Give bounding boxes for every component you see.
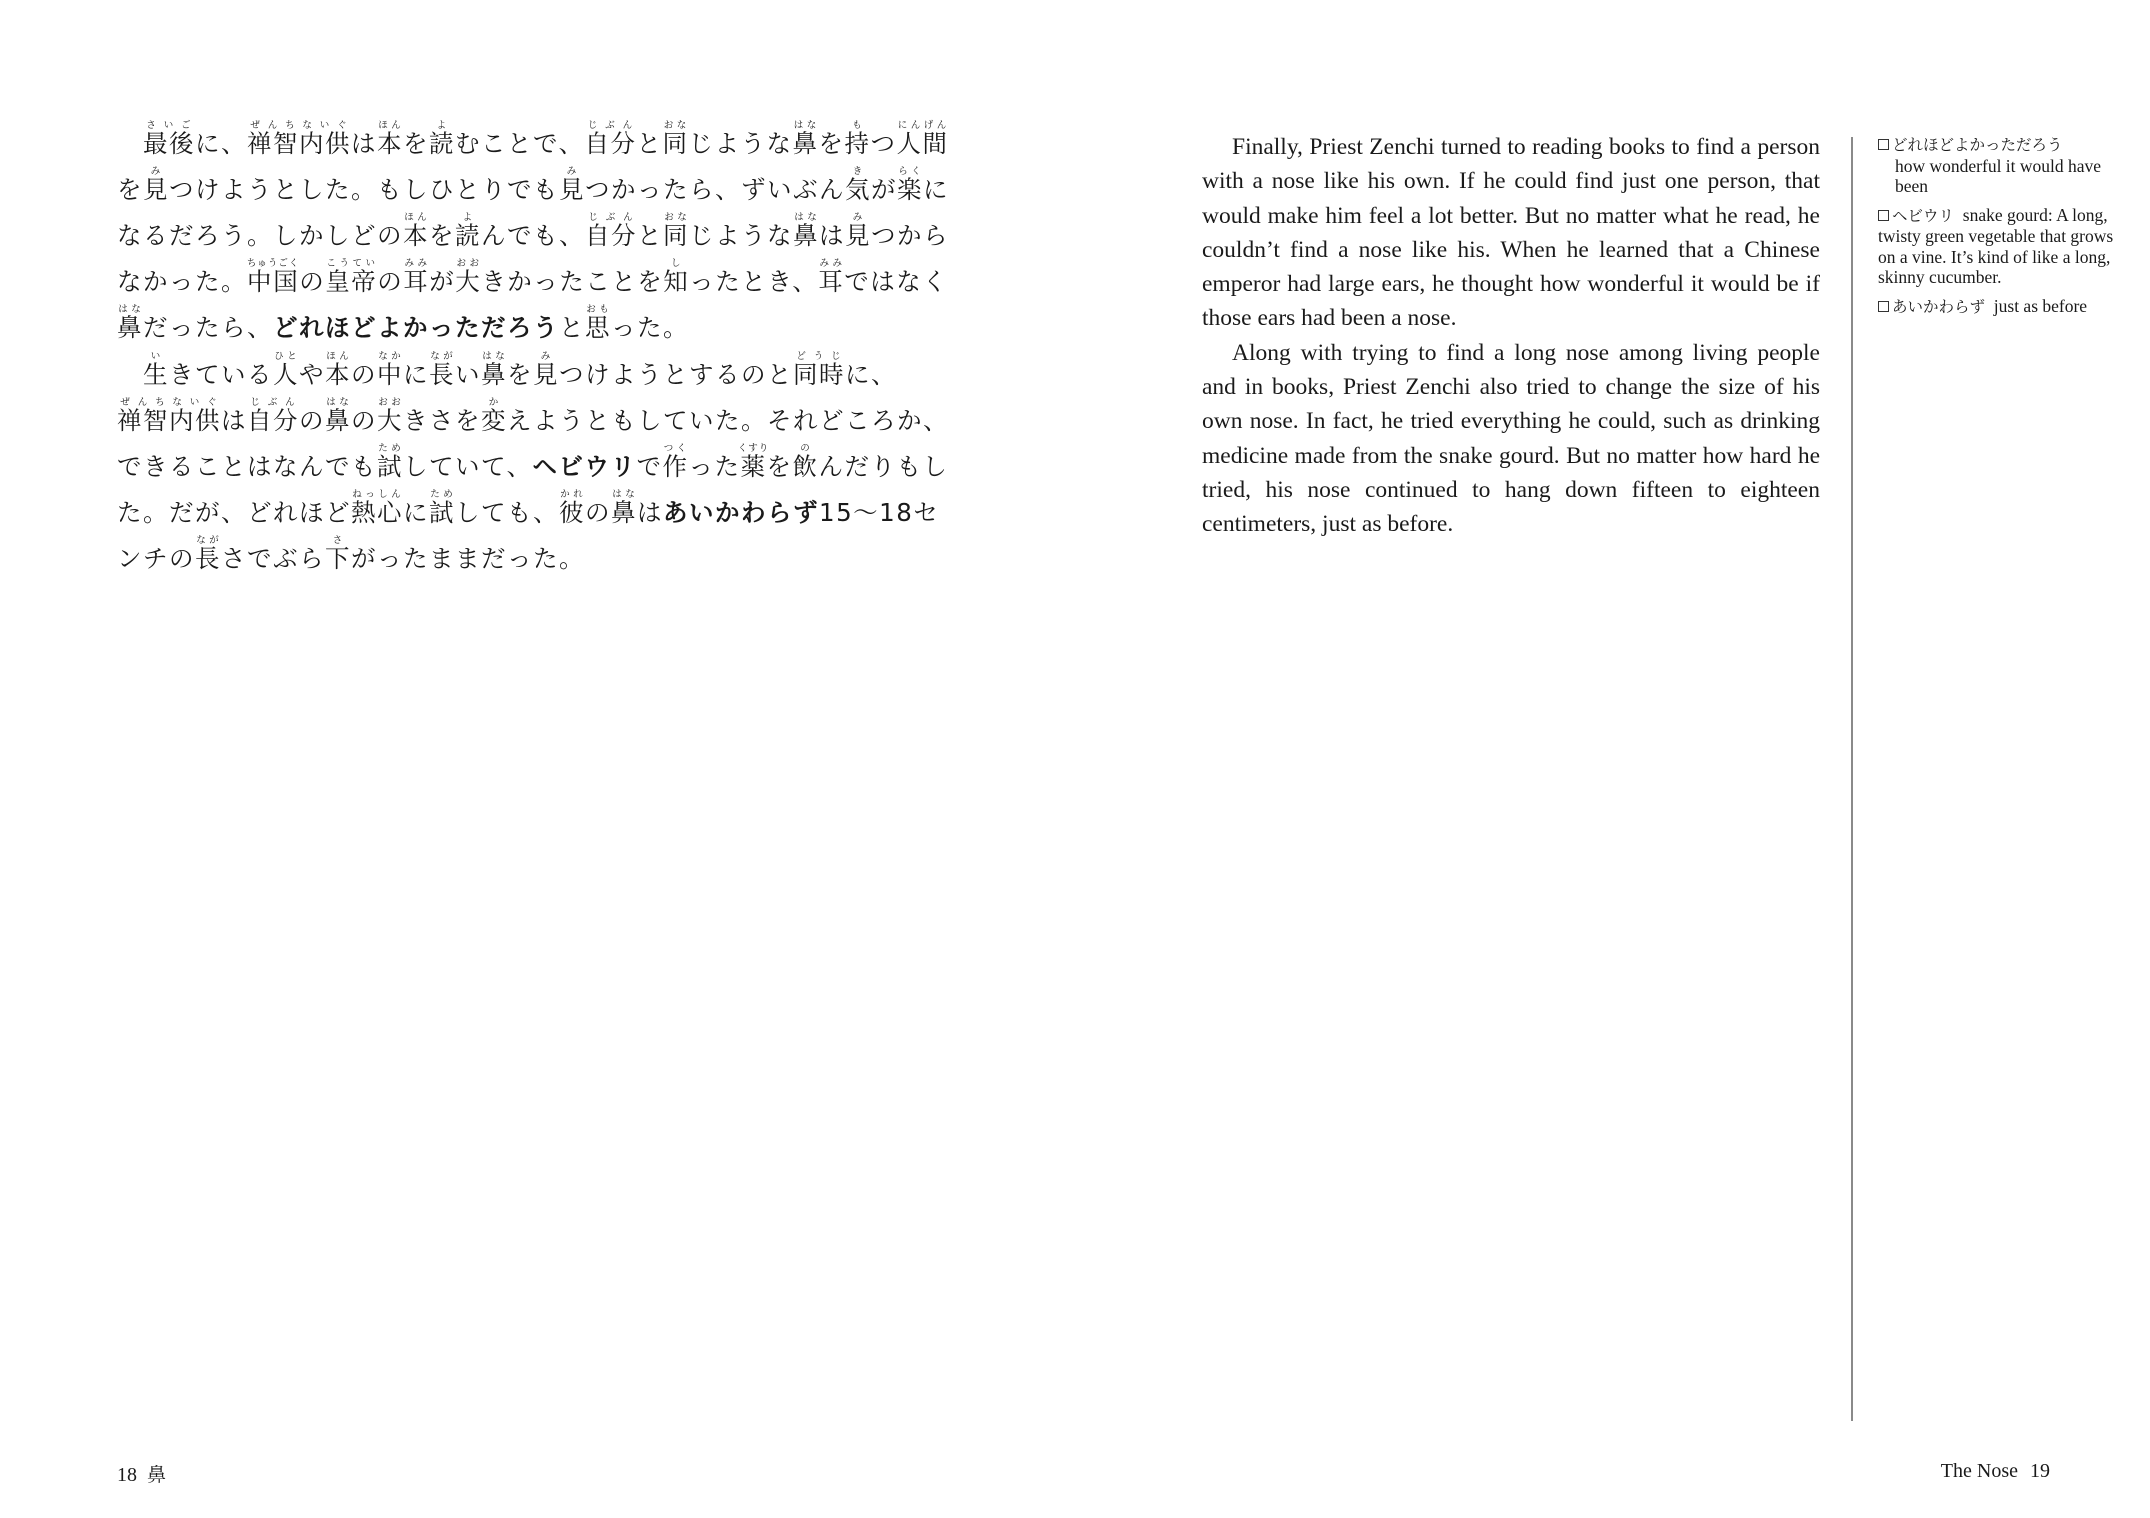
text-run: むことで、 xyxy=(455,129,585,158)
text-run: った。 xyxy=(611,313,689,342)
ruby-word xyxy=(584,120,637,158)
right-page-text xyxy=(1202,130,1820,542)
ruby-base: 耳 xyxy=(403,267,430,296)
jp-paragraph-1 xyxy=(117,120,962,351)
text-run: さでぶら xyxy=(221,544,325,573)
ruby-base: 試 xyxy=(377,452,403,481)
ruby-base: 熱心 xyxy=(351,498,403,527)
furigana: さ xyxy=(325,535,351,546)
ruby-base: 見 xyxy=(559,175,585,204)
ruby-base: 気 xyxy=(845,175,871,204)
glossary xyxy=(1878,134,2133,325)
text-run: んだりもした。だが、どれほど xyxy=(117,452,949,527)
furigana: さいご xyxy=(143,120,195,131)
ruby-base: 自分 xyxy=(584,129,637,158)
furigana: ぜんちないぐ xyxy=(247,120,351,131)
text-run: の xyxy=(299,267,326,296)
furigana: か xyxy=(481,397,507,408)
ruby-base: 楽 xyxy=(897,175,923,204)
text-run: を xyxy=(507,360,533,389)
ruby-base: 同 xyxy=(662,129,689,158)
ruby-base: 見 xyxy=(143,175,169,204)
text-run: しても、 xyxy=(455,498,559,527)
furigana: き xyxy=(845,166,871,177)
furigana: ほん xyxy=(325,351,351,362)
ruby-base: 持 xyxy=(844,129,871,158)
ruby-word xyxy=(403,258,430,296)
ruby-word xyxy=(325,351,351,389)
ruby-base: 知 xyxy=(663,267,690,296)
text-run: きさを xyxy=(403,406,481,435)
furigana: らく xyxy=(897,166,923,177)
checkbox-icon xyxy=(1878,301,1889,312)
text-run: つからなかった。 xyxy=(117,221,949,296)
ruby-base: 本 xyxy=(403,221,429,250)
text-run: と xyxy=(636,129,663,158)
text-run: の xyxy=(585,498,611,527)
furigana: おな xyxy=(663,212,689,223)
text-run: を xyxy=(766,452,793,481)
ruby-base: 長 xyxy=(195,544,221,573)
text-run: や xyxy=(299,360,325,389)
jp-paragraph-2 xyxy=(117,351,962,582)
furigana: どうじ xyxy=(793,351,845,362)
ruby-word xyxy=(377,351,403,389)
text-run: は xyxy=(221,406,247,435)
furigana: ねっしん xyxy=(351,489,403,500)
ruby-base: 生 xyxy=(143,360,169,389)
furigana: はな xyxy=(117,304,143,315)
furigana: じぶん xyxy=(584,120,637,131)
furigana: はな xyxy=(792,120,819,131)
ruby-word xyxy=(195,535,221,573)
ruby-base: 飲 xyxy=(792,452,819,481)
ruby-word xyxy=(429,120,455,158)
ruby-word xyxy=(117,304,143,342)
ruby-word xyxy=(533,351,559,389)
ruby-word xyxy=(377,443,403,481)
furigana: なか xyxy=(377,351,403,362)
ruby-base: 本 xyxy=(325,360,351,389)
text-run: つ xyxy=(870,129,897,158)
ruby-word xyxy=(663,212,689,250)
en-paragraph-1: Finally, Priest Zenchi turned to reading books to find a person with a nose like his own. If he could find just one person, that would make him feel a lot better. But no matter what he read, he couldn’t find a nose like his. When he learned that a Chinese emperor had large ears, he thought how wonderful it would be if those ears had been a nose. xyxy=(1202,134,1820,332)
text-run: じような xyxy=(688,129,793,158)
ruby-base: 人 xyxy=(273,360,299,389)
ruby-base: 鼻 xyxy=(793,221,819,250)
glossary-highlight: あいかわらず xyxy=(663,498,819,527)
ruby-word xyxy=(403,212,429,250)
ruby-base: 禅智内供 xyxy=(117,406,221,435)
ruby-word xyxy=(429,489,455,527)
ruby-word xyxy=(377,397,403,435)
ruby-base: 鼻 xyxy=(792,129,819,158)
furigana: み xyxy=(845,212,871,223)
ruby-word xyxy=(143,351,169,389)
furigana: よ xyxy=(455,212,481,223)
text-run: に、 xyxy=(845,360,897,389)
ruby-word xyxy=(273,351,299,389)
ruby-word xyxy=(737,443,770,481)
furigana: じぶん xyxy=(247,397,299,408)
en-paragraph-2: Along with trying to find a long nose among living people and in books, Priest Zenchi also tried to change the size of his own nose. In fact, he tried everything he could, such as drinking medicine made from the snake gourd. But no matter how hard he tried, his nose continued to hang down fifteen to eighteen centimeters, just as before. xyxy=(1202,339,1820,538)
ruby-word xyxy=(481,397,507,435)
ruby-word xyxy=(792,443,819,481)
ruby-base: 中国 xyxy=(246,267,300,296)
text-run: を xyxy=(403,129,429,158)
furigana: ひと xyxy=(273,351,299,362)
text-run: の xyxy=(351,360,377,389)
furigana: なが xyxy=(429,351,455,362)
text-run: んでも、 xyxy=(481,221,585,250)
furigana: つく xyxy=(662,443,689,454)
furigana: はな xyxy=(325,397,351,408)
ruby-word xyxy=(662,443,689,481)
furigana: み xyxy=(533,351,559,362)
ruby-word xyxy=(455,212,481,250)
ruby-word xyxy=(793,351,845,389)
furigana: い xyxy=(143,351,169,362)
glossary-definition: how wonderful it would have been xyxy=(1895,155,2102,196)
ruby-word xyxy=(351,489,403,527)
ruby-word xyxy=(663,258,690,296)
furigana: ちゅうごく xyxy=(246,258,300,269)
text-run: の xyxy=(351,406,377,435)
text-run: していて、 xyxy=(403,452,533,481)
furigana: も xyxy=(844,120,871,131)
ruby-base: 彼 xyxy=(559,498,585,527)
ruby-base: 鼻 xyxy=(481,360,507,389)
ruby-word xyxy=(247,397,299,435)
furigana: はな xyxy=(611,489,637,500)
text-run: きかったことを xyxy=(481,267,664,296)
ruby-word xyxy=(377,120,403,158)
ruby-base: 皇帝 xyxy=(325,267,378,296)
ruby-base: 同時 xyxy=(793,360,845,389)
ruby-base: 長 xyxy=(429,360,455,389)
running-title-right: The Nose xyxy=(1940,1460,2018,1482)
ruby-word xyxy=(611,489,637,527)
furigana: おな xyxy=(662,120,689,131)
text-run: に xyxy=(403,360,429,389)
furigana: おお xyxy=(455,258,482,269)
ruby-word xyxy=(325,535,351,573)
ruby-word xyxy=(325,258,378,296)
ruby-base: 自分 xyxy=(585,221,637,250)
furigana: なが xyxy=(195,535,221,546)
left-page-text xyxy=(117,120,962,582)
text-run: と xyxy=(637,221,663,250)
text-run: の xyxy=(377,267,404,296)
ruby-word xyxy=(897,166,923,204)
text-run: ではなく xyxy=(844,267,949,296)
ruby-base: 鼻 xyxy=(611,498,637,527)
footer-left xyxy=(117,1460,166,1487)
glossary-divider xyxy=(1851,137,1853,1421)
ruby-base: 耳 xyxy=(818,267,845,296)
text-run: で xyxy=(636,452,663,481)
page-number-left: 18 xyxy=(117,1464,137,1486)
ruby-word xyxy=(585,212,637,250)
ruby-base: 読 xyxy=(455,221,481,250)
text-run: ったとき、 xyxy=(689,267,819,296)
ruby-word xyxy=(662,120,689,158)
furigana: にんげん xyxy=(896,120,949,131)
ruby-base: 大 xyxy=(455,267,482,296)
furigana: ぜんちないぐ xyxy=(117,397,221,408)
ruby-word xyxy=(818,258,845,296)
text-run: じような xyxy=(689,221,793,250)
furigana: ほん xyxy=(403,212,429,223)
furigana: ため xyxy=(429,489,455,500)
ruby-word xyxy=(585,304,611,342)
ruby-base: 作 xyxy=(662,452,689,481)
glossary-definition: just as before xyxy=(1993,295,2088,316)
ruby-word xyxy=(117,397,221,435)
text-run: つかったら、ずいぶん xyxy=(585,175,845,204)
furigana: おも xyxy=(585,304,611,315)
ruby-word xyxy=(325,397,351,435)
furigana: こうてい xyxy=(325,258,378,269)
ruby-word xyxy=(896,120,949,158)
ruby-base: 思 xyxy=(585,313,611,342)
text-run: きている xyxy=(169,360,273,389)
text-run: は xyxy=(637,498,663,527)
ruby-base: 読 xyxy=(429,129,455,158)
ruby-base: 大 xyxy=(377,406,403,435)
ruby-base: 本 xyxy=(377,129,403,158)
furigana: ほん xyxy=(377,120,403,131)
ruby-base: 見 xyxy=(845,221,871,250)
glossary-highlight: どれほどよかっただろう xyxy=(273,313,559,342)
text-run: い xyxy=(455,360,481,389)
furigana: みみ xyxy=(818,258,845,269)
furigana: じぶん xyxy=(585,212,637,223)
text-run: と xyxy=(559,313,585,342)
ruby-word xyxy=(247,120,351,158)
furigana: の xyxy=(792,443,819,454)
glossary-definition: snake gourd: A long, twisty green vegetable that grows on a vine. It’s kind of like a long, skinny cucumber. xyxy=(1878,204,2114,287)
text-run: った xyxy=(688,452,741,481)
ruby-base: 下 xyxy=(325,544,351,573)
text-run: えようともしていた。それどころか、できることはなんでも xyxy=(117,406,949,481)
ruby-word xyxy=(143,120,195,158)
furigana: おお xyxy=(377,397,403,408)
ruby-base: 自分 xyxy=(247,406,299,435)
ruby-word xyxy=(246,258,300,296)
text-run: に、 xyxy=(195,129,247,158)
ruby-base: 中 xyxy=(377,360,403,389)
ruby-base: 鼻 xyxy=(117,313,143,342)
glossary-highlight: ヘビウリ xyxy=(532,452,637,481)
text-run: は xyxy=(819,221,845,250)
ruby-base: 同 xyxy=(663,221,689,250)
ruby-base: 試 xyxy=(429,498,455,527)
ruby-base: 人間 xyxy=(896,129,949,158)
ruby-word xyxy=(845,166,871,204)
ruby-base: 鼻 xyxy=(325,406,351,435)
glossary-entry xyxy=(1878,134,2133,197)
ruby-word xyxy=(793,212,819,250)
footer-right xyxy=(1941,1460,2050,1483)
glossary-term: あいかわらず xyxy=(1892,297,1986,316)
text-run: を xyxy=(818,129,845,158)
ruby-word xyxy=(845,212,871,250)
glossary-entry xyxy=(1878,296,2133,318)
checkbox-icon xyxy=(1878,210,1889,221)
ruby-word xyxy=(143,166,169,204)
text-run: が xyxy=(871,175,897,204)
text-run: を xyxy=(117,175,143,204)
glossary-term: どれほどよかっただろう xyxy=(1892,136,2063,154)
ruby-word xyxy=(455,258,482,296)
furigana: かれ xyxy=(559,489,585,500)
page-number-right: 19 xyxy=(2030,1460,2050,1482)
furigana: み xyxy=(559,166,585,177)
ruby-base: 最後 xyxy=(143,129,195,158)
furigana: み xyxy=(143,166,169,177)
glossary-entry xyxy=(1878,205,2133,288)
text-run: つけようとするのと xyxy=(559,360,793,389)
text-run: がったままだった。 xyxy=(351,544,585,573)
text-run: になるだろう。しかしどの xyxy=(117,175,949,250)
text-run: の xyxy=(299,406,325,435)
furigana: はな xyxy=(793,212,819,223)
ruby-base: 薬 xyxy=(737,452,770,481)
furigana: し xyxy=(663,258,690,269)
text-run: は xyxy=(351,129,377,158)
text-run: を xyxy=(429,221,455,250)
ruby-base: 変 xyxy=(481,406,507,435)
ruby-word xyxy=(559,166,585,204)
text-run: 15〜18センチの xyxy=(117,498,940,573)
furigana: はな xyxy=(481,351,507,362)
furigana: くすり xyxy=(737,443,770,454)
furigana: ため xyxy=(377,443,403,454)
text-run: が xyxy=(429,267,456,296)
ruby-base: 禅智内供 xyxy=(247,129,351,158)
checkbox-icon xyxy=(1878,139,1889,150)
text-run: つけようとした。もしひとりでも xyxy=(169,175,559,204)
furigana: みみ xyxy=(403,258,430,269)
text-run: だったら、 xyxy=(143,313,273,342)
ruby-word xyxy=(844,120,871,158)
ruby-word xyxy=(559,489,585,527)
ruby-word xyxy=(792,120,819,158)
text-run: に xyxy=(403,498,429,527)
ruby-base: 見 xyxy=(533,360,559,389)
ruby-word xyxy=(481,351,507,389)
running-title-left: 鼻 xyxy=(147,1464,167,1486)
furigana: よ xyxy=(429,120,455,131)
glossary-term: ヘビウリ xyxy=(1892,206,1955,225)
ruby-word xyxy=(429,351,455,389)
